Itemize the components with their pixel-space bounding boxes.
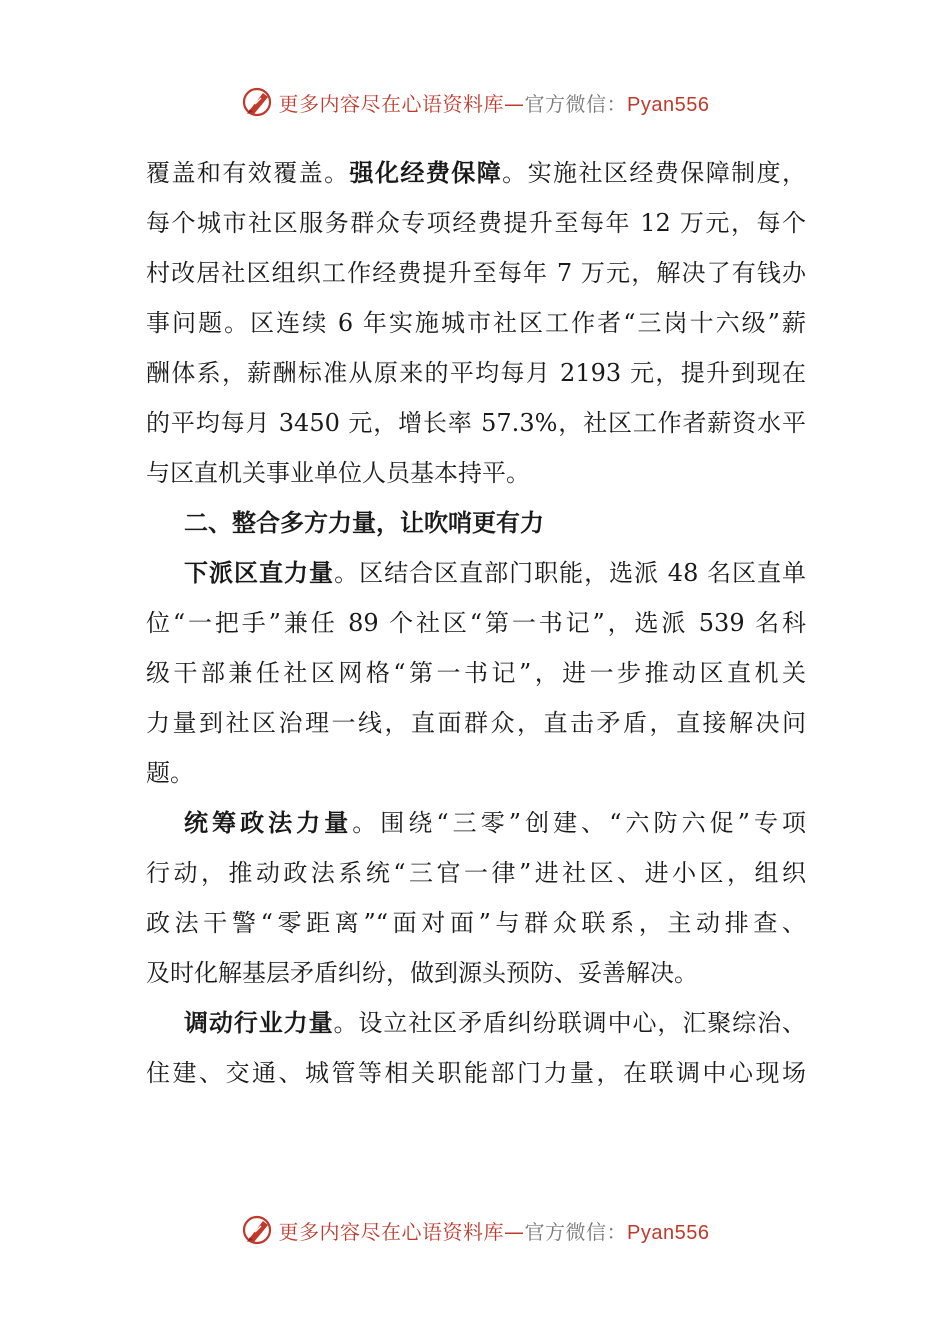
paragraph-3-line-3: 政法干警“零距离”“面对面”与群众联系，主动排查、 xyxy=(146,909,806,937)
bold-lead: 下派区直力量 xyxy=(184,559,335,587)
watermark-prefix: 更多内容尽在心语资料库 xyxy=(278,1219,505,1244)
section-heading: 二、整合多方力量，让吹哨更有力 xyxy=(184,509,544,537)
text-span: 。区结合区直部门职能，选派 48 名区直单 xyxy=(334,559,807,587)
watermark-label: 官方微信： xyxy=(524,91,628,116)
watermark-footer xyxy=(0,1210,950,1250)
paragraph-2-line-1 xyxy=(146,548,806,598)
bold-lead: 统筹政法力量 xyxy=(184,809,353,837)
paragraph-2-line-2: 位“一把手”兼任 89 个社区“第一书记”，选派 539 名科 xyxy=(146,609,806,637)
watermark-id: Pyan556 xyxy=(627,93,710,116)
text-span: 覆盖和有效覆盖。 xyxy=(146,159,350,187)
watermark-text xyxy=(279,88,710,117)
paragraph-3-line-4: 及时化解基层矛盾纠纷，做到源头预防、妥善解决。 xyxy=(146,959,698,987)
bold-lead: 强化经费保障 xyxy=(349,159,503,187)
paragraph-1-line-1 xyxy=(146,148,806,198)
paragraph-1-line-2: 每个城市社区服务群众专项经费提升至每年 12 万元，每个 xyxy=(146,209,806,237)
text-span: 。设立社区矛盾纠纷联调中心，汇聚综治、 xyxy=(333,1009,806,1037)
pen-nib-logo-icon xyxy=(241,85,275,119)
watermark-header xyxy=(0,82,950,122)
paragraph-1-line-7: 与区直机关事业单位人员基本持平。 xyxy=(146,459,530,487)
watermark-separator: — xyxy=(504,91,525,116)
paragraph-2-line-5: 题。 xyxy=(146,759,194,787)
watermark-prefix: 更多内容尽在心语资料库 xyxy=(278,91,505,116)
paragraph-3-line-2: 行动，推动政法系统“三官一律”进社区、进小区，组织 xyxy=(146,859,806,887)
pen-nib-logo-icon xyxy=(241,1213,275,1247)
paragraph-1-line-6: 的平均每月 3450 元，增长率 57.3%，社区工作者薪资水平 xyxy=(146,409,806,437)
text-span: 。围绕“三零”创建、“六防六促”专项 xyxy=(352,809,807,837)
paragraph-3-line-1 xyxy=(146,798,806,848)
paragraph-2-line-4: 力量到社区治理一线，直面群众，直击矛盾，直接解决问 xyxy=(146,709,806,737)
watermark-separator: — xyxy=(504,1219,525,1244)
watermark-label: 官方微信： xyxy=(524,1219,628,1244)
paragraph-1-line-3: 村改居社区组织工作经费提升至每年 7 万元，解决了有钱办 xyxy=(146,259,806,287)
bold-lead: 调动行业力量 xyxy=(184,1009,334,1037)
paragraph-1-line-5: 酬体系，薪酬标准从原来的平均每月 2193 元，提升到现在 xyxy=(146,359,806,387)
paragraph-4-line-1 xyxy=(146,998,806,1048)
watermark-text xyxy=(279,1216,710,1245)
paragraph-2-line-3: 级干部兼任社区网格“第一书记”，进一步推动区直机关 xyxy=(146,659,806,687)
paragraph-4-line-2: 住建、交通、城管等相关职能部门力量，在联调中心现场 xyxy=(146,1059,806,1087)
paragraph-1-line-4: 事问题。区连续 6 年实施城市社区工作者“三岗十六级”薪 xyxy=(146,309,806,337)
watermark-id: Pyan556 xyxy=(627,1221,710,1244)
document-body xyxy=(146,148,806,1098)
text-span: 。实施社区经费保障制度， xyxy=(502,159,807,187)
